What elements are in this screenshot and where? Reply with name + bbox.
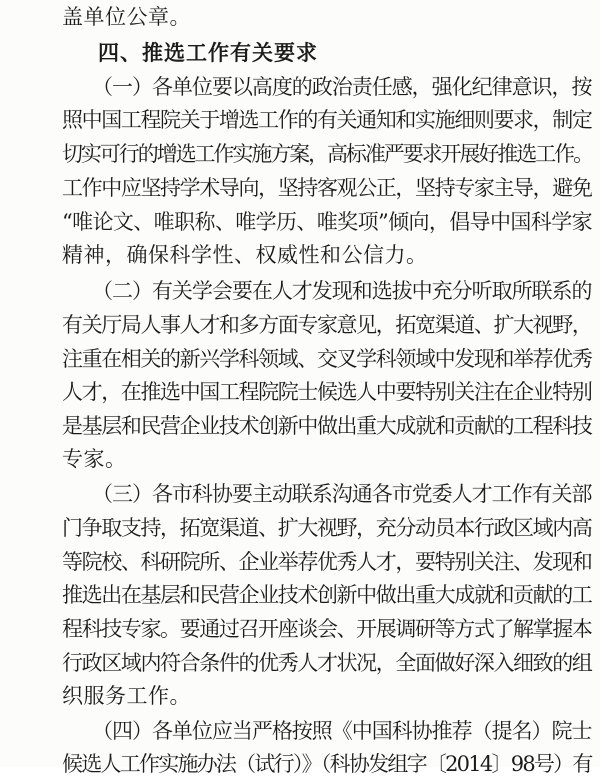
section-heading: 四、推选工作有关要求 [98, 41, 318, 65]
text-line: 行政区域内符合条件的优秀人才状况，全面做好深入细致的组 [62, 651, 592, 675]
text-line: 盖单位公章。 [62, 5, 191, 29]
text-line: 照中国工程院关于增选工作的有关通知和实施细则要求，制定 [62, 108, 592, 132]
text-line: （四）各单位应当严格按照《中国科协推荐（提名）院士 [92, 719, 592, 743]
text-line: （一）各单位要以高度的政治责任感，强化纪律意识，按 [92, 75, 592, 99]
text-line: “唯论文、唯职称、唯学历、唯奖项”倾向，倡导中国科学家 [62, 210, 592, 234]
text-line: （三）各市科协要主动联系沟通各市党委人才工作有关部 [92, 482, 592, 506]
text-line: 精神，确保科学性、权威性和公信力。 [62, 243, 428, 267]
text-line: 人才，在推选中国工程院院士候选人中要特别关注在企业特别 [62, 380, 592, 404]
text-line: 候选人工作实施办法（试行）》（科协发组字〔2014〕98号）有 [62, 752, 592, 776]
text-line: 是基层和民营企业技术创新中做出重大成就和贡献的工程科技 [62, 414, 592, 438]
text-line: 程科技专家。要通过召开座谈会、开展调研等方式了解掌握本 [62, 617, 592, 641]
text-line: 切实可行的增选工作实施方案，高标准严要求开展好推选工作。 [62, 142, 592, 166]
text-line: 工作中应坚持学术导向，坚持客观公正，坚持专家主导，避免 [62, 176, 592, 200]
text-line: （二）有关学会要在人才发现和选拔中充分听取所联系的 [92, 279, 592, 303]
text-line: 注重在相关的新兴学科领域、交叉学科领域中发现和举荐优秀 [62, 347, 592, 371]
text-line: 推选出在基层和民营企业技术创新中做出重大成就和贡献的工 [62, 583, 592, 607]
text-line: 有关厅局人事人才和多方面专家意见，拓宽渠道、扩大视野， [62, 313, 592, 337]
text-line: 织服务工作。 [62, 684, 191, 708]
text-line: 等院校、科研院所、企业举荐优秀人才，要特别关注、发现和 [62, 550, 592, 574]
text-line: 专家。 [62, 447, 127, 471]
text-line: 门争取支持，拓宽渠道、扩大视野，充分动员本行政区域内高 [62, 516, 592, 540]
